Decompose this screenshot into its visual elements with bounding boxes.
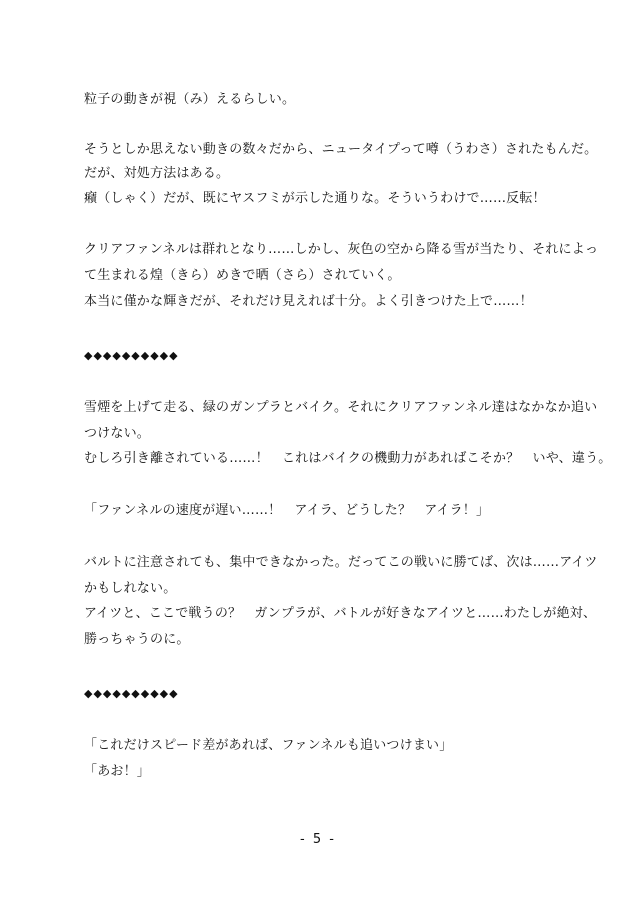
text-line: バルトに注意されても、集中できなかった。だってこの戦いに勝てば、次は……アイツ (84, 555, 598, 570)
text-line: だが、対処方法はある。 (84, 166, 230, 181)
page-number: - 5 - (300, 832, 336, 847)
dialogue-line: 「あお！」 (84, 764, 151, 779)
text-line: て生まれる煌（きら）めきで晒（さら）されていく。 (84, 268, 401, 283)
text-line: 癪（しゃく）だが、既にヤスフミが示した通りな。そういうわけで……反転！ (84, 191, 546, 206)
text-line: 粒子の動きが視（み）えるらしい。 (84, 92, 296, 107)
text-line: むしろ引き離されている……！ これはバイクの機動力があればこそか？ いや、違う。 (84, 451, 612, 466)
text-line: 本当に僅かな輝きだが、それだけ見えれば十分。よく引きつけた上で……！ (84, 294, 533, 309)
text-line: そうとしか思えない動きの数々だから、ニュータイプって噂（うわさ）されたもんだ。 (84, 142, 598, 157)
section-divider: ◆◆◆◆◆◆◆◆◆◆ (84, 349, 179, 362)
text-line: クリアファンネルは群れとなり……しかし、灰色の空から降る雪が当たり、それによっ (84, 242, 599, 257)
dialogue-line: 「これだけスピード差があれば、ファンネルも追いつけまい」 (84, 738, 453, 753)
text-line: つけない。 (84, 426, 151, 441)
dialogue-line: 「ファンネルの速度が遅い……！ アイラ、どうした？ アイラ！」 (84, 503, 490, 518)
section-divider: ◆◆◆◆◆◆◆◆◆◆ (84, 687, 179, 700)
text-line: アイツと、ここで戦うの？ ガンプラが、バトルが好きなアイツと……わたしが絶対、 (84, 606, 597, 621)
text-line: 雪煙を上げて走る、緑のガンプラとバイク。それにクリアファンネル達はなかなか追い (84, 400, 598, 415)
text-line: 勝っちゃうのに。 (84, 632, 190, 647)
text-line: かもしれない。 (84, 581, 177, 596)
